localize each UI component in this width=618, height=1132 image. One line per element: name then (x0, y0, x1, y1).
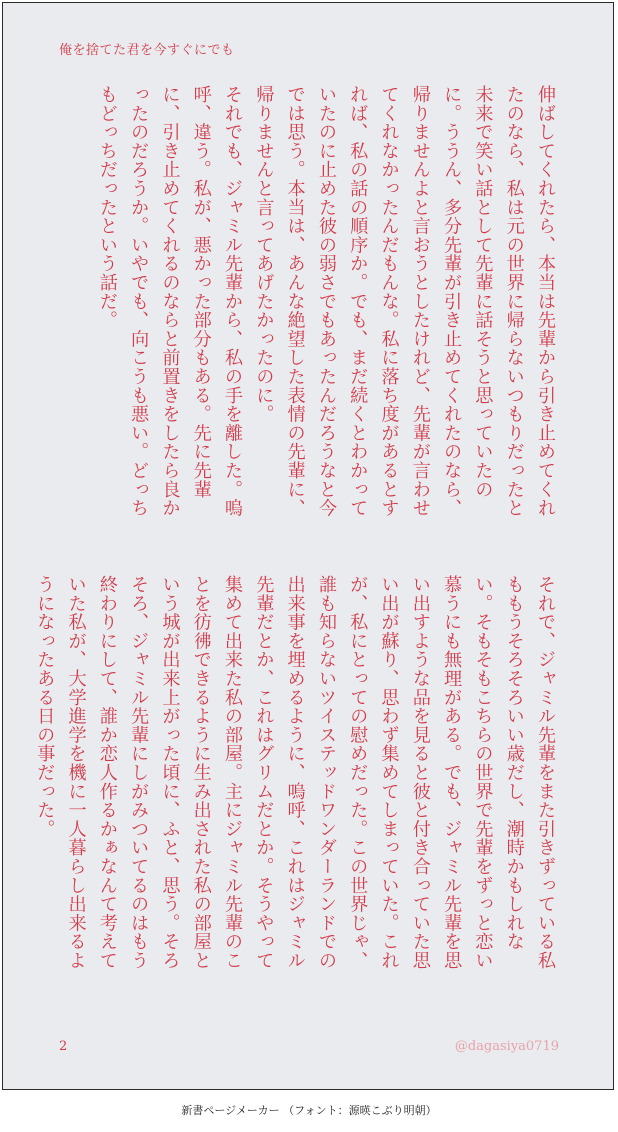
paragraph: それでも、ジャミル先輩から、私の手を離した。嗚呼、違う。私が、悪かった部分もある。先に先輩に、引き止めてくれるのならと前置きをしたら良かったのだろうか。いやでも、向こうも悪い。どっちもどっちだったという話だ。 (96, 85, 244, 518)
book-page (2, 2, 614, 1090)
text-block-top (57, 85, 561, 525)
generator-credit: 新書ページメーカー （フォント：源暎こぶり明朝） (181, 1104, 437, 1117)
paragraph: それで、ジャミル先輩をまた引きずっている私ももうそろそろいい歳だし、潮時かもしれない。そもそもこちらの世界で先輩をずっと恋い慕うにも無理がある。でも、ジャミル先輩を思い出すような品を見ると彼と付き合っていた思い出が蘇り、思わず集めてしまっていた。これが、私にとっての慰めだった。この世界じゃ、誰も知らないツイステッドワンダーランドでの出来事を埋めるように、嗚呼、これはジャミル先輩だとか、これはグリムだとか。そうやって集めて出来た私の部屋。主にジャミル先輩のことを彷彿できるように生み出された私の部屋という城が出来上がった頃に、ふと、思う。そろそろ、ジャミル先輩にしがみついてるのはもう終わりにして、誰か恋人作るかぁなんて考えていた私が、大学進学を機に一人暮らし出来るようになったある日の事だった。 (34, 575, 556, 970)
author-handle: @dagasiya0719 (454, 1039, 559, 1054)
text-block-bottom (34, 575, 561, 987)
page-number: 2 (59, 1039, 68, 1054)
running-header: 俺を捨てた君を今すぐにでも (59, 43, 235, 58)
paragraph: 伸ばしてくれたら、本当は先輩から引き止めてくれたのなら、私は元の世界に帰らないつもりだったと未来で笑い話として先輩に話そうと思っていたのに。ううん、多分先輩が引き止めてくれたのなら、帰りませんよと言おうとしたけれど、先輩が言わせてくれなかったんだもんな。私に落ち度があるとすれば、私の話の順序か。でも、まだ続くとわかっていたのに止めた彼の弱さでもあったんだろうなと今では思う。本当は、あんな絶望した表情の先輩に、帰りませんと言ってあげたかったのに。 (253, 85, 556, 518)
